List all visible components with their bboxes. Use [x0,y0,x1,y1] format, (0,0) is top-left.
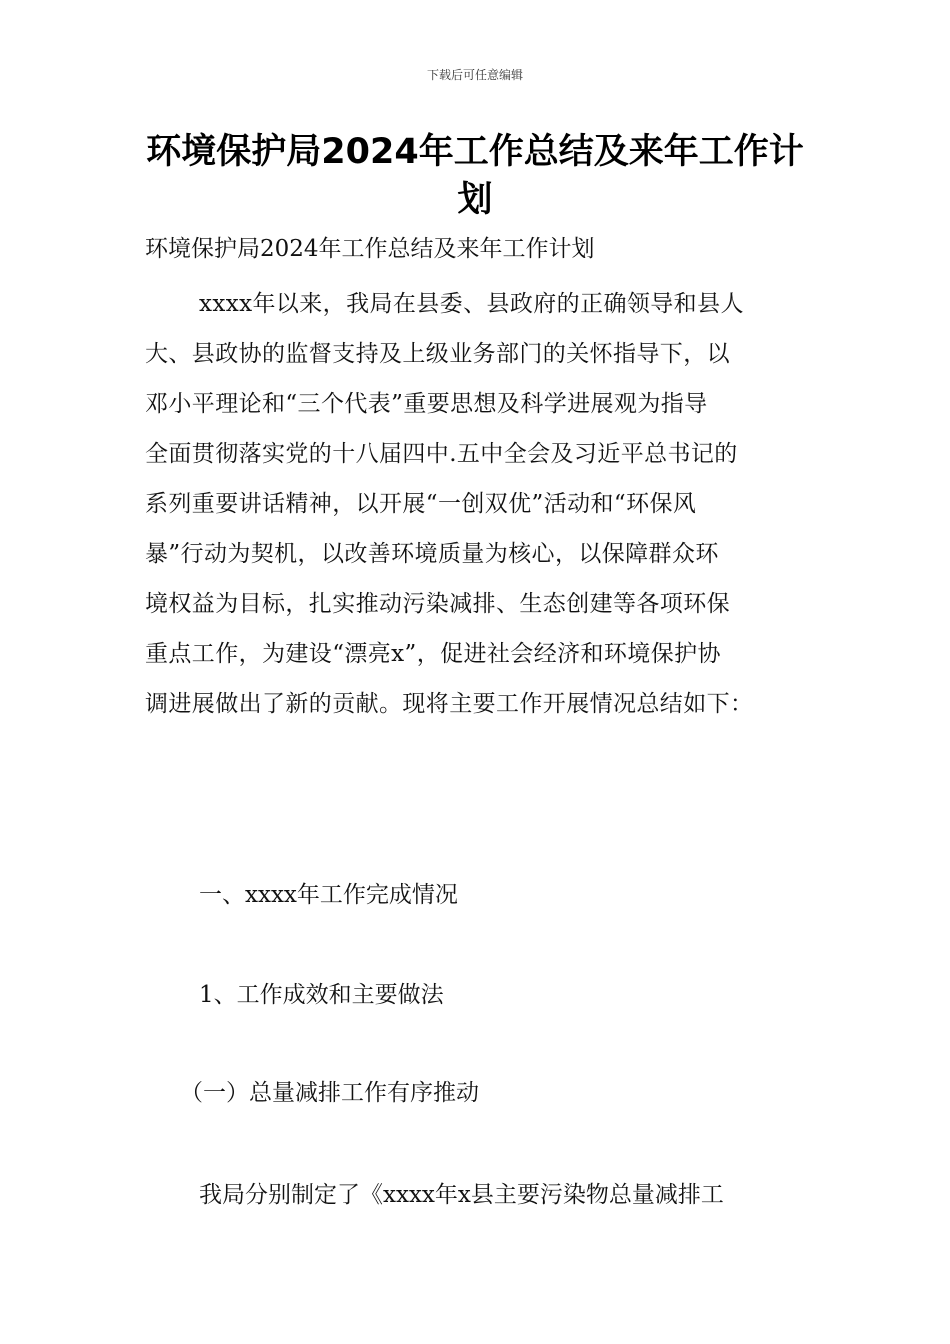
body-paragraph-start: 我局分别制定了《xxxx年x县主要污染物总量减排工 [199,1182,724,1208]
page-header-note: 下载后可任意编辑 [426,68,523,82]
section-heading: 一、xxxx年工作完成情况 [199,882,458,908]
item-heading: （一）总量减排工作有序推动 [180,1080,479,1106]
intro-line: 暴”行动为契机，以改善环境质量为核心，以保障群众环 [145,541,719,567]
intro-line: 大、县政协的监督支持及上级业务部门的关怀指导下，以 [145,341,730,367]
subsection-heading: 1、工作成效和主要做法 [199,982,444,1008]
intro-line: 境权益为目标，扎实推动污染减排、生态创建等各项环保 [145,591,730,617]
intro-paragraph [145,279,810,729]
document-subtitle: 环境保护局2024年工作总结及来年工作计划 [145,236,595,262]
intro-line: 邓小平理论和“三个代表”重要思想及科学进展观为指导 [145,391,708,417]
intro-line: xxxx年以来，我局在县委、县政府的正确领导和县人 [199,291,744,317]
intro-line: 全面贯彻落实党的十八届四中.五中全会及习近平总书记的 [145,441,738,467]
intro-line: 调进展做出了新的贡献。现将主要工作开展情况总结如下： [145,691,754,717]
intro-line: 重点工作，为建设“漂亮x”，促进社会经济和环境保护协 [145,641,721,667]
intro-line: 系列重要讲话精神，以开展“一创双优”活动和“环保风 [145,491,697,517]
document-title: 环境保护局2024年工作总结及来年工作计划 [146,132,804,220]
